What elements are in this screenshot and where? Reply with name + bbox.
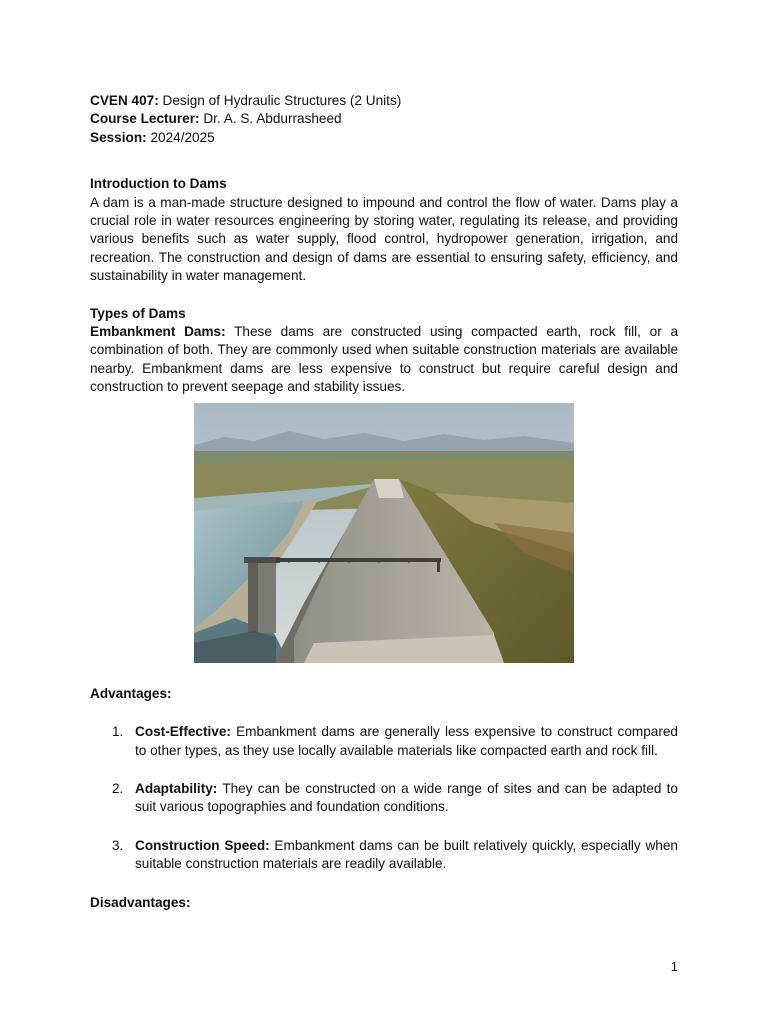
- disadvantages-title: Disadvantages:: [90, 894, 191, 910]
- list-item-body: Embankment dams are generally less expensive to construct compared to other types, as they use locally available materials like compacted earth and rock fill.: [135, 724, 678, 758]
- list-item-label: Construction Speed:: [135, 837, 270, 853]
- embankment-paragraph: [90, 323, 678, 397]
- embankment-label: Embankment Dams:: [90, 324, 226, 340]
- list-item: [90, 723, 678, 760]
- list-item-text: [135, 780, 678, 817]
- list-item-label: Adaptability:: [135, 780, 218, 796]
- lecturer-value: Dr. A. S. Abdurrasheed: [199, 111, 342, 127]
- list-item-body: They can be constructed on a wide range of sites and can be adapted to suit various topographies and foundation conditions.: [135, 780, 678, 815]
- advantages-list: [90, 723, 678, 873]
- list-item-label: Cost-Effective:: [135, 724, 231, 740]
- list-item-text: [135, 723, 678, 760]
- types-title: Types of Dams: [90, 305, 186, 321]
- course-line: [90, 92, 678, 110]
- intro-section: [90, 175, 678, 285]
- list-item-text: [135, 837, 678, 874]
- list-item-number: 3.: [112, 837, 124, 853]
- types-section: [90, 305, 678, 397]
- page-content: [90, 92, 678, 912]
- list-item: [90, 837, 678, 874]
- course-value: Design of Hydraulic Structures (2 Units): [158, 93, 402, 108]
- session-label: Session:: [90, 129, 147, 145]
- intro-body: A dam is a man-made structure designed to impound and control the flow of water. Dams play a crucial role in water resources engineering by storing water, regulating its release, and providing various benefits such as water supply, flood control, hydropower generation, irrigation, and recreation. The construction and design of dams are essential to ensuring safety, efficiency, and sustainability in water management.: [90, 194, 678, 284]
- course-header: [90, 92, 678, 147]
- lecturer-label: Course Lecturer:: [90, 111, 200, 127]
- list-item-body: Embankment dams can be built relatively quickly, especially when suitable construction materials are readily available.: [135, 837, 678, 872]
- session-line: [90, 129, 678, 147]
- list-item-number: 1.: [112, 724, 124, 740]
- session-value: 2024/2025: [146, 129, 215, 145]
- embankment-dam-photo: [194, 403, 574, 663]
- embankment-body: These dams are constructed using compacted earth, rock fill, or a combination of both. They are commonly used when suitable construction materials are available nearby. Embankment dams are less expensive to construct but require careful design and construction to prevent seepage and stability issues.: [90, 324, 679, 395]
- list-item-number: 2.: [112, 780, 124, 796]
- course-label: CVEN 407:: [90, 93, 159, 108]
- page-number: 1: [670, 959, 678, 974]
- advantages-title: Advantages:: [90, 685, 172, 701]
- intro-title: Introduction to Dams: [90, 176, 227, 192]
- lecturer-line: [90, 110, 678, 128]
- dam-illustration: [194, 403, 574, 663]
- list-item: [90, 780, 678, 817]
